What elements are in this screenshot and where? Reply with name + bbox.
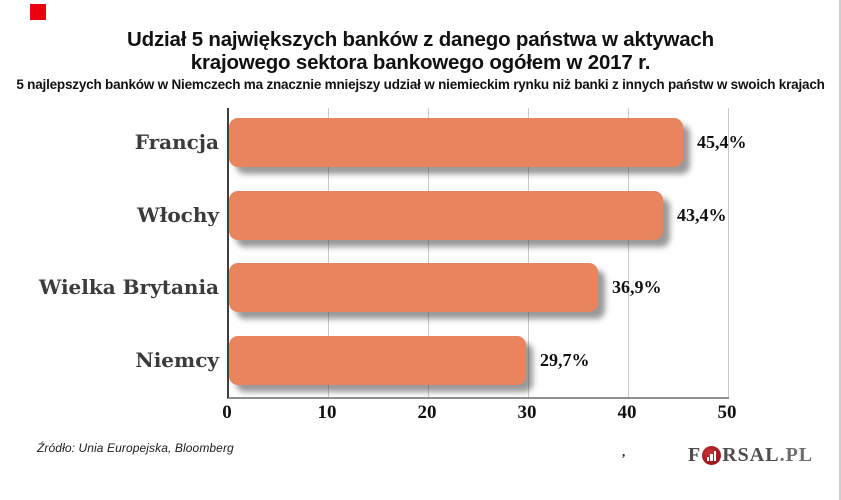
bar-francja — [229, 118, 683, 167]
chart-subtitle: 5 najlepszych banków w Niemczech ma znacznie mniejszy udział w niemieckim rynku niż banki z innych państw w swoich krajach — [16, 77, 825, 92]
chart-title-line1: Udział 5 największych banków z danego państwa w aktywach — [127, 28, 714, 51]
x-tick-label: 40 — [617, 402, 637, 423]
logo-letter-f: F — [688, 443, 702, 466]
category-axis — [9, 108, 219, 397]
category-label-niemcy: Niemcy — [135, 347, 219, 372]
logo-mini-bar-icon — [707, 457, 710, 461]
bar-niemcy — [229, 336, 526, 385]
bar-włochy — [229, 191, 663, 240]
x-tick-label: 30 — [517, 402, 537, 423]
bar-value-label: 36,9% — [612, 277, 662, 297]
logo-letters-rsal: RSAL — [722, 443, 780, 466]
forsal-logo — [688, 443, 813, 467]
bar-value-label: 45,4% — [697, 132, 747, 152]
source-note: Źródło: Unia Europejska, Bloomberg — [37, 441, 234, 455]
brand-red-square-icon — [30, 4, 46, 20]
x-tick-label: 0 — [222, 402, 232, 423]
bar-value-label: 43,4% — [677, 204, 727, 225]
logo-domain: .PL — [779, 443, 814, 466]
x-tick-label: 20 — [417, 402, 437, 423]
logo-mini-bar-icon — [714, 451, 717, 461]
x-tick-label: 50 — [717, 402, 737, 423]
x-tick-label: 10 — [317, 402, 337, 423]
stray-comma: , — [622, 444, 626, 459]
chart-title-line2: krajowego sektora bankowego ogółem w 2017 r. — [190, 51, 651, 74]
chart-title — [0, 28, 841, 74]
category-label-włochy: Włochy — [137, 202, 219, 227]
logo-mini-bar-icon — [710, 454, 713, 461]
bar-wielka-brytania — [229, 263, 598, 312]
category-label-wielka-brytania: Wielka Brytania — [38, 275, 219, 299]
category-label-francja: Francja — [134, 130, 219, 154]
plot-area — [227, 108, 747, 399]
logo-chart-circle-icon — [702, 446, 721, 465]
bar-value-label: 29,7% — [540, 349, 590, 370]
